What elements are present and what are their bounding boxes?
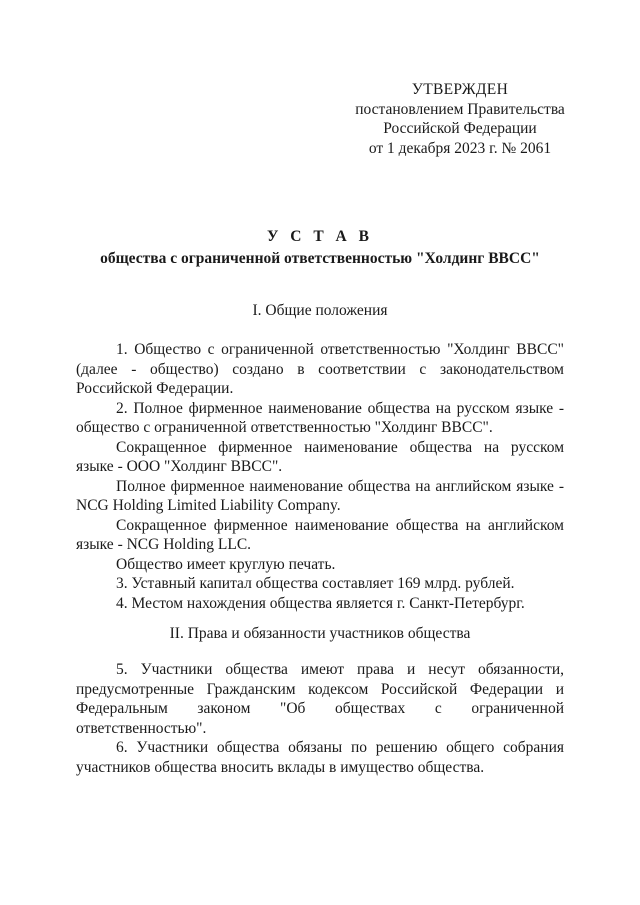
approval-line: от 1 декабря 2023 г. № 2061	[368, 139, 552, 157]
paragraph: Общество имеет круглую печать.	[116, 555, 336, 573]
approval-line: постановлением Правительства	[355, 100, 565, 118]
document-title: У С Т А В	[267, 228, 373, 245]
paragraph: Полное фирменное наименование общества на английском языке - NCG Holding Limited Liability Company.	[76, 477, 564, 514]
paragraph: Сокращенное фирменное наименование общества на русском языке - ООО "Холдинг ВВСС".	[76, 438, 564, 475]
paragraph: 3. Уставный капитал общества составляет 169 млрд. рублей.	[116, 575, 515, 592]
approval-block	[340, 80, 580, 158]
document-subtitle: общества с ограниченной ответственностью "Холдинг ВВСС"	[100, 250, 540, 267]
approval-line: Российской Федерации	[383, 120, 537, 137]
section-body	[76, 660, 564, 777]
paragraph: 1. Общество с ограниченной ответственностью "Холдинг ВВСС" (далее - общество) создано в соответствии с законодательством Российской Федерации.	[76, 341, 564, 397]
section-body	[76, 340, 564, 613]
paragraph: 5. Участники общества имеют права и несут обязанности, предусмотренные Гражданским кодексом Российской Федерации и Федеральным законом "Об обществах с ограниченной ответственностью".	[76, 661, 564, 737]
section-heading: II. Права и обязанности участников общества	[169, 625, 471, 642]
paragraph: 2. Полное фирменное наименование общества на русском языке - общество с ограниченной ответственностью "Холдинг ВВСС".	[76, 399, 564, 436]
paragraph: 6. Участники общества обязаны по решению общего собрания участников общества вносить вклады в имущество общества.	[76, 739, 564, 776]
paragraph: Сокращенное фирменное наименование общества на английском языке - NCG Holding LLC.	[76, 516, 564, 553]
paragraph: 4. Местом нахождения общества является г. Санкт-Петербург.	[116, 594, 525, 612]
section-heading: I. Общие положения	[252, 302, 388, 319]
approval-heading: УТВЕРЖДЕН	[411, 81, 509, 98]
